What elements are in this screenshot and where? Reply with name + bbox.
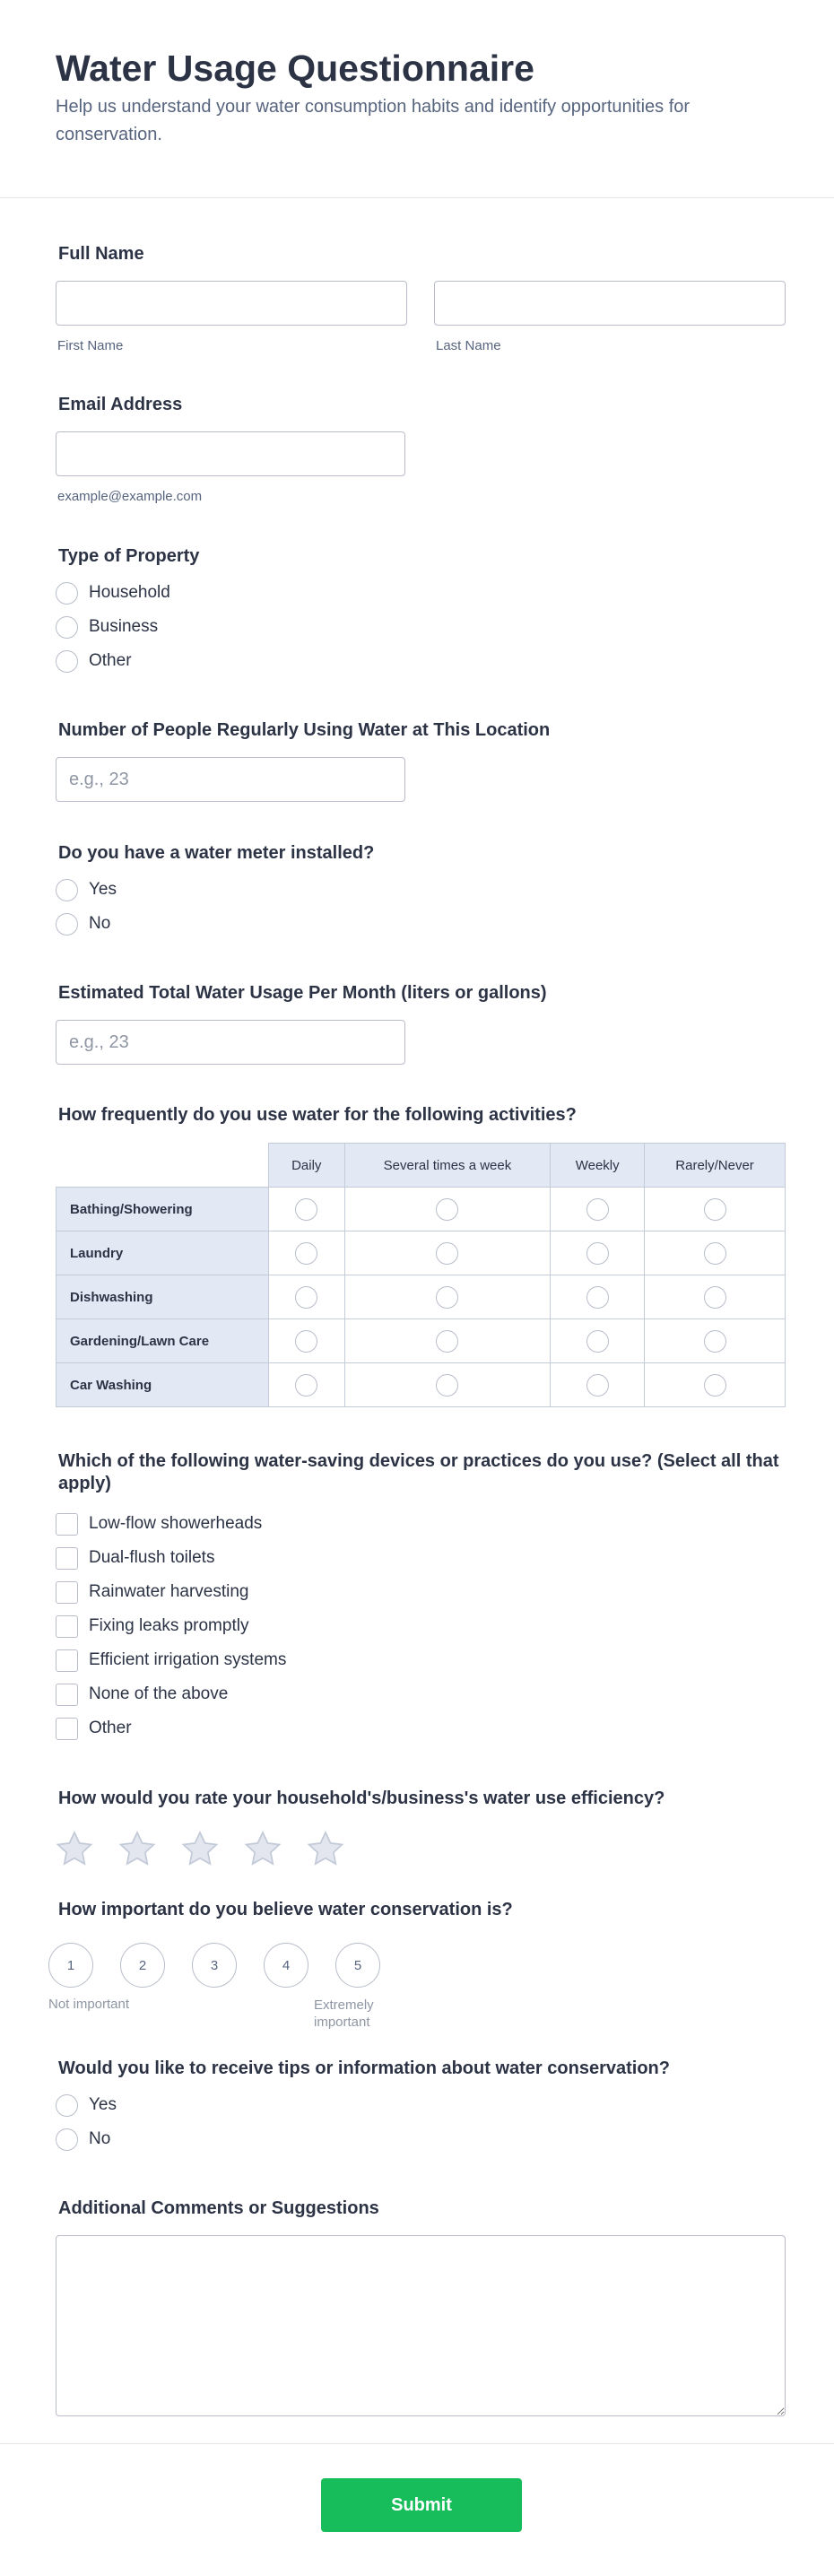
matrix-radio[interactable] bbox=[295, 1242, 317, 1265]
matrix-radio[interactable] bbox=[586, 1286, 609, 1309]
checkbox[interactable] bbox=[56, 1718, 78, 1740]
scale-option-3[interactable]: 3 bbox=[192, 1943, 237, 1988]
scale-option-2[interactable]: 2 bbox=[120, 1943, 165, 1988]
radio-button[interactable] bbox=[56, 650, 78, 673]
matrix-corner bbox=[56, 1144, 269, 1188]
frequency-matrix bbox=[56, 1143, 786, 1407]
efficiency-label: How would you rate your household's/business's water use efficiency? bbox=[58, 1788, 665, 1808]
device-option-other[interactable] bbox=[56, 1711, 786, 1745]
monthly-usage-label: Estimated Total Water Usage Per Month (liters or gallons) bbox=[58, 983, 547, 1003]
matrix-radio[interactable] bbox=[295, 1198, 317, 1221]
meter-option-yes[interactable] bbox=[56, 873, 786, 907]
matrix-radio[interactable] bbox=[295, 1374, 317, 1397]
matrix-radio[interactable] bbox=[586, 1198, 609, 1221]
matrix-radio[interactable] bbox=[586, 1242, 609, 1265]
property-type-label: Type of Property bbox=[58, 546, 200, 566]
matrix-column-header: Several times a week bbox=[344, 1144, 551, 1188]
matrix-row bbox=[56, 1363, 786, 1407]
matrix-row bbox=[56, 1275, 786, 1319]
checkbox[interactable] bbox=[56, 1581, 78, 1604]
device-option-fixing-leaks[interactable] bbox=[56, 1609, 786, 1643]
matrix-row bbox=[56, 1188, 786, 1231]
frequency-label: How frequently do you use water for the following activities? bbox=[58, 1105, 577, 1125]
first-name-input[interactable] bbox=[56, 281, 407, 326]
comments-textarea[interactable] bbox=[56, 2235, 786, 2416]
importance-label: How important do you believe water conservation is? bbox=[58, 1900, 513, 1919]
option-label: Yes bbox=[89, 880, 117, 899]
importance-field bbox=[48, 1898, 786, 2032]
tips-option-no[interactable] bbox=[56, 2122, 786, 2156]
matrix-radio[interactable] bbox=[586, 1330, 609, 1353]
device-option-none[interactable] bbox=[56, 1677, 786, 1711]
form-footer bbox=[0, 2443, 834, 2576]
matrix-radio[interactable] bbox=[704, 1198, 726, 1221]
submit-button[interactable]: Submit bbox=[321, 2478, 522, 2532]
last-name-input[interactable] bbox=[434, 281, 786, 326]
efficiency-field bbox=[56, 1787, 786, 1869]
star-icon[interactable] bbox=[307, 1828, 369, 1869]
checkbox[interactable] bbox=[56, 1649, 78, 1672]
star-icon[interactable] bbox=[181, 1828, 244, 1869]
property-option-household[interactable] bbox=[56, 576, 786, 610]
matrix-radio[interactable] bbox=[704, 1330, 726, 1353]
matrix-radio[interactable] bbox=[436, 1374, 458, 1397]
option-label: Other bbox=[89, 651, 132, 670]
form-header bbox=[0, 0, 834, 198]
email-label: Email Address bbox=[58, 395, 183, 414]
radio-button[interactable] bbox=[56, 2094, 78, 2117]
scale-option-1[interactable]: 1 bbox=[48, 1943, 93, 1988]
water-meter-label: Do you have a water meter installed? bbox=[58, 843, 375, 863]
water-meter-field bbox=[56, 841, 786, 941]
radio-button[interactable] bbox=[56, 582, 78, 605]
comments-label: Additional Comments or Suggestions bbox=[58, 2198, 379, 2218]
matrix-radio[interactable] bbox=[704, 1286, 726, 1309]
full-name-field bbox=[56, 242, 786, 353]
email-input[interactable] bbox=[56, 431, 405, 476]
option-label: Household bbox=[89, 583, 170, 602]
radio-button[interactable] bbox=[56, 616, 78, 639]
option-label: None of the above bbox=[89, 1684, 229, 1703]
option-label: Business bbox=[89, 617, 159, 636]
device-option-low-flow-showerheads[interactable] bbox=[56, 1507, 786, 1541]
matrix-radio[interactable] bbox=[295, 1330, 317, 1353]
matrix-radio[interactable] bbox=[436, 1242, 458, 1265]
first-name-sublabel: First Name bbox=[57, 338, 124, 353]
device-option-rainwater-harvesting[interactable] bbox=[56, 1575, 786, 1609]
option-label: Efficient irrigation systems bbox=[89, 1650, 287, 1669]
checkbox[interactable] bbox=[56, 1547, 78, 1570]
matrix-row bbox=[56, 1231, 786, 1275]
option-label: Low-flow showerheads bbox=[89, 1514, 263, 1533]
monthly-usage-field bbox=[56, 981, 786, 1065]
device-option-efficient-irrigation[interactable] bbox=[56, 1643, 786, 1677]
matrix-radio[interactable] bbox=[586, 1374, 609, 1397]
matrix-row-label: Dishwashing bbox=[56, 1275, 269, 1319]
matrix-column-header: Rarely/Never bbox=[645, 1144, 786, 1188]
last-name-sublabel: Last Name bbox=[436, 338, 501, 353]
tips-option-yes[interactable] bbox=[56, 2088, 786, 2122]
people-count-input[interactable] bbox=[56, 757, 405, 802]
form-title: Water Usage Questionnaire bbox=[56, 48, 534, 89]
device-option-dual-flush-toilets[interactable] bbox=[56, 1541, 786, 1575]
matrix-radio[interactable] bbox=[436, 1330, 458, 1353]
email-field bbox=[56, 393, 786, 504]
checkbox[interactable] bbox=[56, 1513, 78, 1536]
people-count-label: Number of People Regularly Using Water at This Location bbox=[58, 720, 551, 740]
email-sublabel: example@example.com bbox=[57, 489, 203, 504]
tips-label: Would you like to receive tips or information about water conservation? bbox=[58, 2058, 670, 2078]
star-rating bbox=[56, 1828, 786, 1869]
monthly-usage-input[interactable] bbox=[56, 1020, 405, 1065]
matrix-radio[interactable] bbox=[295, 1286, 317, 1309]
property-option-business[interactable] bbox=[56, 610, 786, 644]
meter-option-no[interactable] bbox=[56, 907, 786, 941]
matrix-column-header: Daily bbox=[268, 1144, 344, 1188]
matrix-row bbox=[56, 1319, 786, 1363]
matrix-radio[interactable] bbox=[436, 1198, 458, 1221]
scale-labels bbox=[48, 1997, 786, 2032]
matrix-row-label: Gardening/Lawn Care bbox=[56, 1319, 269, 1363]
property-type-field bbox=[56, 544, 786, 678]
option-label: No bbox=[89, 914, 111, 933]
importance-scale bbox=[48, 1943, 786, 1989]
form-subtitle: Help us understand your water consumption habits and identify opportunities for conservation. bbox=[56, 97, 691, 144]
property-option-other[interactable] bbox=[56, 644, 786, 678]
option-label: Dual-flush toilets bbox=[89, 1548, 215, 1567]
scale-option-5[interactable]: 5 bbox=[335, 1943, 380, 1988]
full-name-label: Full Name bbox=[58, 244, 144, 264]
option-label: Other bbox=[89, 1719, 132, 1737]
star-icon[interactable] bbox=[118, 1828, 181, 1869]
devices-label: Which of the following water-saving devices or practices do you use? (Select all that apply) bbox=[58, 1451, 779, 1493]
matrix-radio[interactable] bbox=[436, 1286, 458, 1309]
matrix-row-label: Laundry bbox=[56, 1231, 269, 1275]
radio-button[interactable] bbox=[56, 879, 78, 901]
scale-low-label: Not important bbox=[48, 1997, 130, 2012]
option-label: No bbox=[89, 2129, 111, 2148]
option-label: Yes bbox=[89, 2095, 117, 2114]
scale-high-label: Extremely important bbox=[314, 1997, 374, 2030]
checkbox[interactable] bbox=[56, 1684, 78, 1706]
star-icon[interactable] bbox=[56, 1828, 118, 1869]
comments-field bbox=[56, 2197, 786, 2416]
tips-field bbox=[56, 2057, 786, 2156]
devices-field bbox=[56, 1450, 786, 1745]
checkbox[interactable] bbox=[56, 1615, 78, 1638]
matrix-column-header: Weekly bbox=[551, 1144, 645, 1188]
people-count-field bbox=[56, 718, 786, 802]
radio-button[interactable] bbox=[56, 913, 78, 936]
matrix-radio[interactable] bbox=[704, 1374, 726, 1397]
radio-button[interactable] bbox=[56, 2128, 78, 2151]
matrix-row-label: Bathing/Showering bbox=[56, 1188, 269, 1231]
option-label: Rainwater harvesting bbox=[89, 1582, 249, 1601]
scale-option-4[interactable]: 4 bbox=[264, 1943, 308, 1988]
frequency-field bbox=[56, 1103, 786, 1407]
matrix-radio[interactable] bbox=[704, 1242, 726, 1265]
option-label: Fixing leaks promptly bbox=[89, 1616, 249, 1635]
star-icon[interactable] bbox=[244, 1828, 307, 1869]
matrix-row-label: Car Washing bbox=[56, 1363, 269, 1407]
